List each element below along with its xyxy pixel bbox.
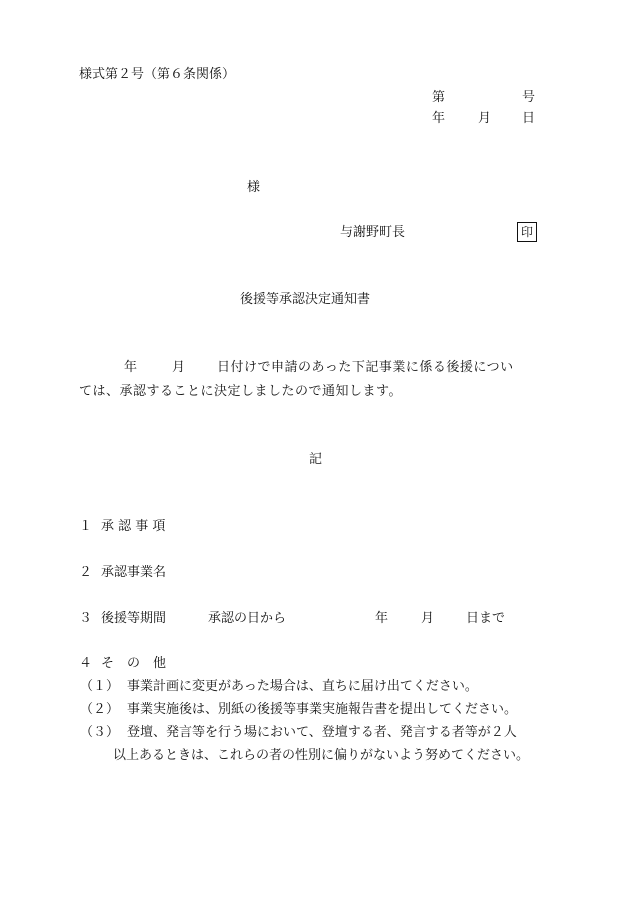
date-day: 日 bbox=[522, 111, 536, 126]
date-year: 年 bbox=[432, 111, 446, 126]
note-number: （２） bbox=[80, 702, 120, 717]
item-label: 承 認 事 項 bbox=[101, 519, 166, 534]
item-label: 後援等期間 bbox=[101, 611, 167, 626]
item-label: そ の 他 bbox=[101, 656, 167, 671]
note-text-continued: 以上あるときは、これらの者の性別に偏りがないよう努めてください。 bbox=[113, 748, 530, 763]
note-number: （１） bbox=[80, 679, 120, 694]
addressee-honorific: 様 bbox=[247, 180, 261, 195]
issuer-name: 与謝野町長 bbox=[340, 225, 406, 240]
doc-number-prefix: 第 bbox=[432, 90, 446, 105]
seal-mark: 印 bbox=[517, 222, 537, 242]
note-number: （３） bbox=[80, 725, 120, 740]
body-year: 年 bbox=[124, 360, 138, 375]
item-number: ２ bbox=[79, 565, 93, 580]
period-from: 承認の日から bbox=[208, 611, 287, 626]
item-number: ３ bbox=[79, 611, 93, 626]
form-number: 様式第２号（第６条関係） bbox=[79, 67, 236, 82]
body-line1: 日付けで申請のあった下記事業に係る後援につい bbox=[217, 360, 514, 375]
item-label: 承認事業名 bbox=[101, 565, 167, 580]
note-text: 事業実施後は、別紙の後援等事業実施報告書を提出してください。 bbox=[127, 702, 518, 717]
note-text: 登壇、発言等を行う場において、登壇する者、発言する者等が２人 bbox=[127, 725, 517, 740]
period-month: 月 bbox=[421, 611, 435, 626]
period-until: 日まで bbox=[466, 611, 506, 626]
document-title: 後援等承認決定通知書 bbox=[240, 292, 371, 307]
ki-heading: 記 bbox=[309, 452, 323, 467]
doc-number-suffix: 号 bbox=[522, 90, 536, 105]
date-month: 月 bbox=[478, 111, 492, 126]
body-line2: ては、承認することに決定しましたので通知します。 bbox=[79, 384, 402, 399]
item-number: １ bbox=[79, 519, 93, 534]
body-month: 月 bbox=[172, 360, 186, 375]
period-year: 年 bbox=[375, 611, 389, 626]
note-text: 事業計画に変更があった場合は、直ちに届け出てください。 bbox=[127, 679, 478, 694]
item-number: ４ bbox=[79, 656, 93, 671]
